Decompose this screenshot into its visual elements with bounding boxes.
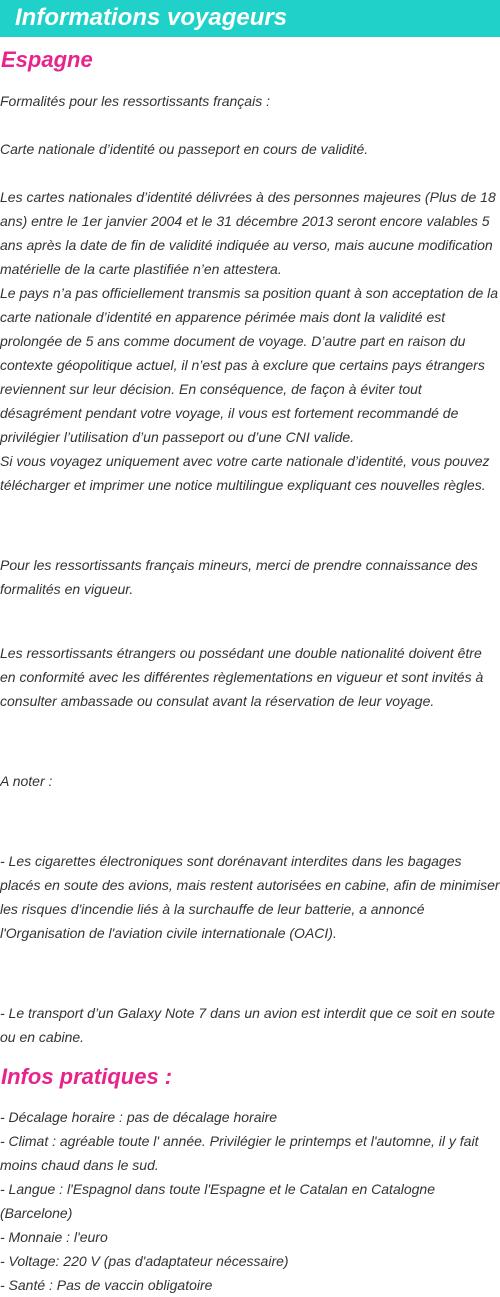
a-noter-label: A noter : <box>0 773 53 789</box>
page-title: Informations voyageurs <box>15 4 288 31</box>
minors-formalities-text: Pour les ressortissants français mineurs, merci de prendre connaissance des formalités en vigueur. <box>0 557 478 597</box>
header-bar <box>0 0 500 37</box>
info-item-decalage: - Décalage horaire : pas de décalage horaire <box>0 1109 278 1125</box>
info-item-monnaie: - Monnaie : l'euro <box>0 1229 108 1245</box>
required-documents: Carte nationale d’identité ou passeport en cours de validité. <box>0 141 369 157</box>
multilingual-notice-paragraph: Si vous voyagez uniquement avec votre carte nationale d’identité, vous pouvez télécharger et imprimer une notice multilingue expliquant ces nouvelles règles. <box>0 453 490 493</box>
country-heading: Espagne <box>1 47 93 72</box>
cni-validity-text <box>0 185 500 497</box>
info-item-climat: - Climat : agréable toute l' année. Privilégier le printemps et l'automne, il y fait moins chaud dans le sud. <box>0 1133 479 1173</box>
country-position-paragraph: Le pays n’a pas officiellement transmis sa position quant à son acceptation de la carte nationale d’identité en apparence périmée mais dont la validité est prolongée de 5 ans comme document de voyage. D’autre part en raison du contexte géopolitique actuel, il n’est pas à exclure que certains pays étrangers reviennent sur leur décision. En conséquence, de façon à éviter tout désagrément pendant votre voyage, il vous est fortement recommandé de privilégier l’utilisation d’un passeport ou d’une CNI valide. <box>0 285 499 445</box>
cni-paragraph: Les cartes nationales d’identité délivrées à des personnes majeures (Plus de 18 ans) entre le 1er janvier 2004 et le 31 décembre 2013 seront encore valables 5 ans après la date de fin de validité indiquée au verso, mais aucune modification matérielle de la carte plastifiée n’en attestera. <box>0 189 496 277</box>
formalites-intro: Formalités pour les ressortissants français : <box>0 93 270 109</box>
infos-pratiques-heading: Infos pratiques : <box>1 1064 173 1089</box>
foreign-nationals-text: Les ressortissants étrangers ou possédant une double nationalité doivent être en conformité avec les différentes règlementations en vigueur et sont invités à consulter ambassade ou consulat avant la réservation de leur voyage. <box>0 645 484 709</box>
info-item-langue: - Langue : l'Espagnol dans toute l'Espagne et le Catalan en Catalogne (Barcelone) <box>0 1181 435 1221</box>
info-item-voltage: - Voltage: 220 V (pas d'adaptateur nécessaire) <box>0 1253 289 1269</box>
infos-pratiques-list <box>0 1105 500 1297</box>
e-cigarettes-notice: - Les cigarettes électroniques sont dorénavant interdites dans les bagages placés en soute des avions, mais restent autorisées en cabine, afin de minimiser les risques d'incendie liés à la surchauffe de leur batterie, a annoncé l'Organisation de l'aviation civile internationale (OACI). <box>0 853 500 941</box>
galaxy-note-notice: - Le transport d’un Galaxy Note 7 dans un avion est interdit que ce soit en soute ou en cabine. <box>0 1005 495 1045</box>
info-item-sante: - Santé : Pas de vaccin obligatoire <box>0 1277 213 1293</box>
